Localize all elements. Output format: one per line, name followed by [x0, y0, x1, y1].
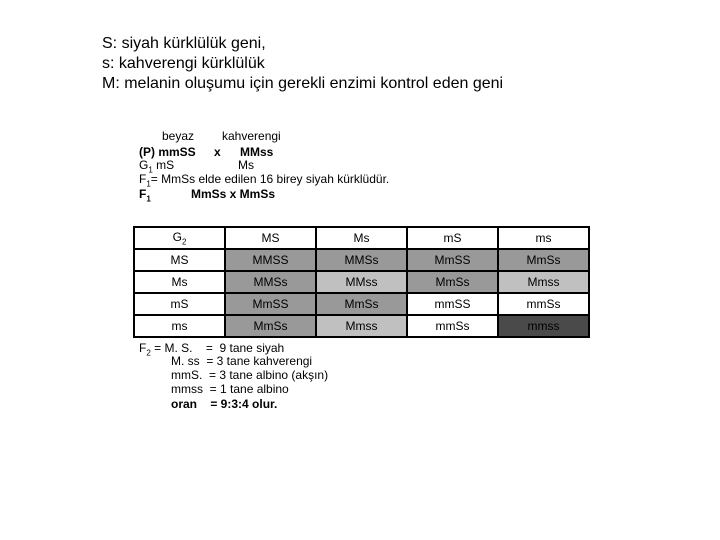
f1-line: $F_1=$ MmSs elde edilen 16 birey siyah kürklüdür.	[139, 172, 390, 189]
cross-x: x	[214, 145, 221, 159]
genotype-cell: MMSs	[316, 249, 407, 271]
genotype-cell: mmSs	[407, 315, 498, 337]
row-header: ms	[134, 315, 225, 337]
beyaz-label: beyaz	[162, 129, 195, 143]
punnett-square	[133, 226, 590, 338]
genotype-cell: MMSs	[225, 271, 316, 293]
genotype-cell: MMss	[316, 271, 407, 293]
col-header: ms	[498, 227, 589, 249]
f1-cross-label: $F_1$	[139, 187, 151, 204]
g1-label: $G_1$ mS	[139, 158, 175, 175]
genotype-cell: MmSs	[316, 293, 407, 315]
genotype-cell: MmSS	[407, 249, 498, 271]
row-header: Ms	[134, 271, 225, 293]
f2-line: mmS. = 3 tane albino (akşın)	[171, 368, 329, 382]
f2-line: M. ss = 3 tane kahverengi	[171, 354, 313, 368]
genotype-cell: mmSs	[498, 293, 589, 315]
genotype-cell: MmSS	[225, 293, 316, 315]
table-row	[134, 293, 589, 315]
genotype-cell: Mmss	[316, 315, 407, 337]
table-row	[134, 249, 589, 271]
f1-cross: MmSs x MmSs	[191, 187, 276, 201]
table-row	[134, 315, 589, 337]
genotype-cell: MmSs	[498, 249, 589, 271]
heading-line: M: melanin oluşumu için gerekli enzimi kontrol eden geni	[102, 75, 504, 92]
genotype-cell: MmSs	[225, 315, 316, 337]
f2-label: $F_2 = M$. S. = 9 tane siyah	[139, 341, 285, 358]
genotype-cell: MMSS	[225, 249, 316, 271]
row-header: mS	[134, 293, 225, 315]
parent-2: MMss	[240, 145, 274, 159]
heading	[102, 34, 503, 94]
parent-1: (P) mmSS	[139, 145, 196, 159]
kahverengi-label: kahverengi	[222, 129, 281, 143]
genotype-cell: Mmss	[498, 271, 589, 293]
corner-cell: $G_2$	[134, 227, 225, 249]
oran-line: oran = 9:3:4 olur.	[171, 397, 278, 411]
col-header: Ms	[316, 227, 407, 249]
col-header: MS	[225, 227, 316, 249]
table-row	[134, 271, 589, 293]
genotype-cell: MmSs	[407, 271, 498, 293]
heading-line: s: kahverengi kürklülük	[102, 55, 265, 72]
f2-line: mmss = 1 tane albino	[171, 382, 289, 396]
row-header: MS	[134, 249, 225, 271]
genotype-cell: mmss	[498, 315, 589, 337]
genotype-cell: mmSS	[407, 293, 498, 315]
g1-gamete-b: Ms	[238, 158, 254, 172]
col-header: mS	[407, 227, 498, 249]
heading-line: S: siyah kürklülük geni,	[102, 35, 266, 52]
